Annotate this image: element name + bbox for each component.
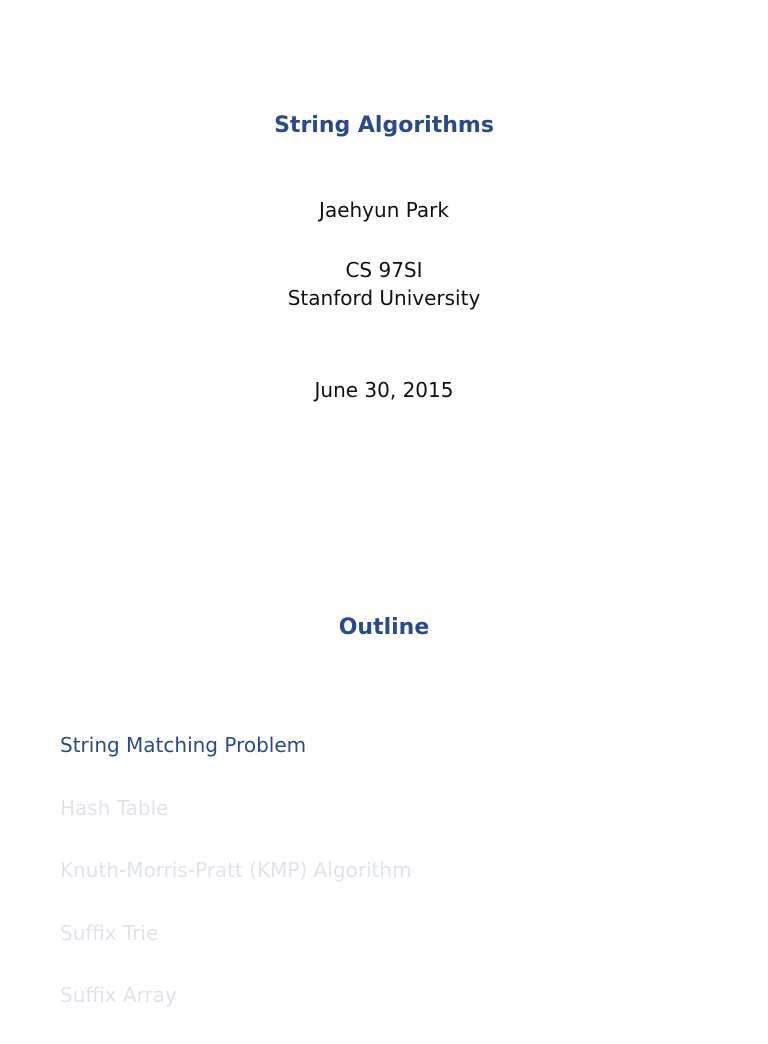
outline-item-hash-table[interactable]: Hash Table bbox=[60, 795, 169, 820]
outline-slide bbox=[0, 512, 768, 1024]
title-slide bbox=[0, 0, 768, 512]
outline-item-kmp[interactable]: Knuth-Morris-Pratt (KMP) Algorithm bbox=[60, 858, 412, 882]
outline-title: Outline bbox=[338, 615, 430, 640]
outline-item-suffix-trie[interactable]: Suffix Trie bbox=[60, 920, 159, 945]
outline-list bbox=[60, 731, 412, 1044]
slide-title: String Algorithms bbox=[274, 113, 494, 138]
outline-item-suffix-array[interactable]: Suffix Array bbox=[60, 983, 177, 1007]
course-code: CS 97SI bbox=[345, 258, 423, 282]
institution-name: Stanford University bbox=[287, 286, 481, 310]
presentation-date: June 30, 2015 bbox=[314, 378, 454, 402]
author-name: Jaehyun Park bbox=[319, 198, 449, 222]
outline-item-string-matching[interactable]: String Matching Problem bbox=[60, 733, 307, 757]
